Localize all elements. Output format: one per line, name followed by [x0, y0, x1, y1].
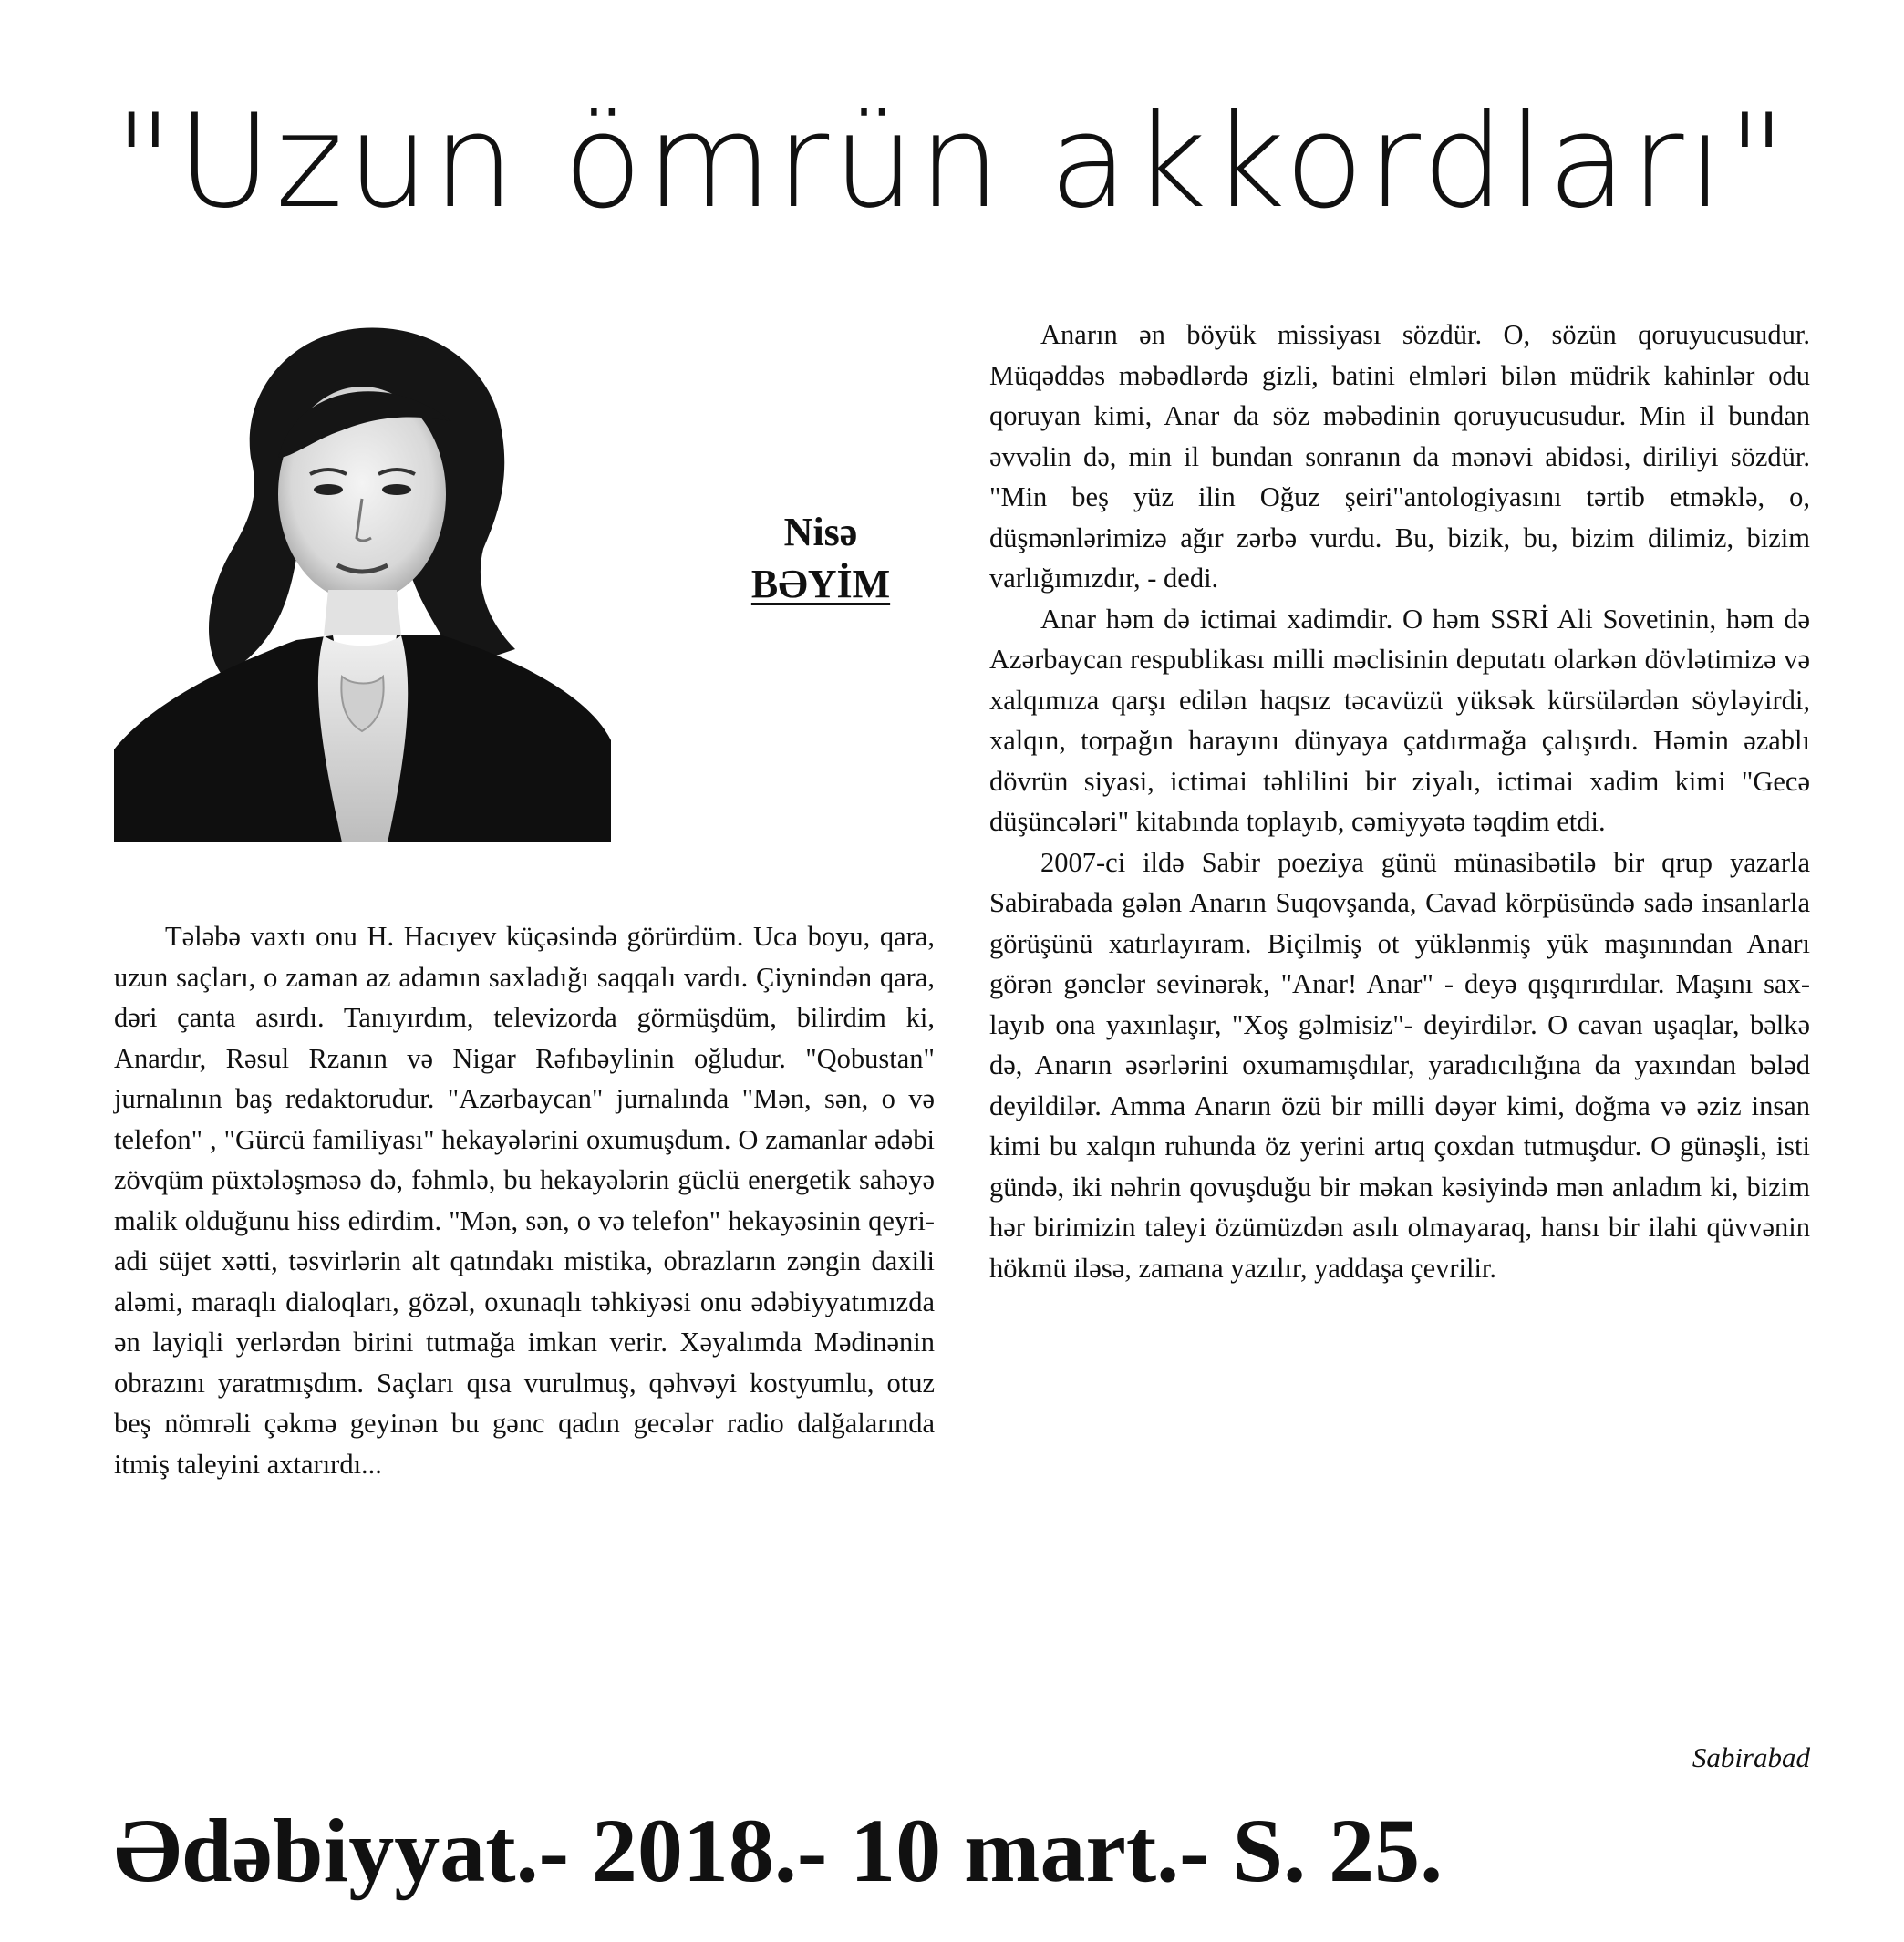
left-column: [114, 916, 935, 1484]
right-column: [989, 315, 1810, 1288]
paragraph: Tələbə vaxtı onu H. Hacıyev küçəsində görürdüm. Uca boyu, qara, uzun saçları, o zaman az adamın saxladığı saqqalı vardı. Çiynindən qara, dəri çanta asırdı. Tanıyırdım, televizorda görmüşdüm, bilirdim ki, Anardır, Rəsul Rzanın və Nigar Rəfıbəylinin oğludur. "Qobustan" jurnalının baş redaktorudur. "Azərbaycan" jurnalında "Mən, sən, o və telefon" , "Gürcü familiyası" hekayələrini oxumuşdum. O zamanlar ədəbi zövqüm püxtələşməsə də, fəhmlə, bu hekayələrin güclü energetik sahəyə malik olduğunu hiss edirdim. "Mən, sən, o və telefon" hekayəsinin qeyri-adi süjet xətti, təsvirlərin alt qatındakı mistika, obrazların zəngin daxili aləmi, maraqlı dialoqları, gözəl, oxunaqlı təhkiyəsi onu ədəbiyyatımızda ən layiqli yerlərdən birini tutmağa imkan verir. Xəyalımda Mədinənin obrazını yaratmışdım. Saçları qısa vurulmuş, qəhvəyi kostyumlu, otuz beş nömrəli çəkmə geyinən bu gənc qadın gecələr radio dalğalarında itmiş taleyini axtarırdı...: [114, 921, 935, 1480]
article-headline: "Uzun ömrün akkordları": [113, 87, 1791, 237]
author-last-name: BƏYİM: [750, 562, 891, 607]
article-signature: Sabirabad: [1692, 1741, 1810, 1773]
paragraph: 2007-ci ildə Sabir poeziya günü münasibətilə bir qrup yazarla Sabirabada gələn Anarın Suqovşanda, Cavad körpüsündə sadə insanlarla görüşünü xatırlayıram. Biçilmiş ot yüklənmiş yük maşınından Anarı görən gənclər sevinərək, "Anar! Anar" - deyə qışqırırdılar. Maşını saxlayıb ona yaxınlaşır, "Xoş gəlmisiz"- deyirdilər. O cavan uşaqlar, bəlkə də, Anarın əsərlərini oxumamışdılar, yaradıcılığına da yaxından bələd deyildilər. Amma Anarın özü bir milli dəyər kimi, doğma və əziz insan kimi bu xalqın ruhunda öz yerini artıq çoxdan tutmuşdur. O günəşli, isti gündə, iki nəhrin qovuşduğu bir məkan kəsiyində mən anladım ki, bizim hər birimizin taleyi özümüzdən asılı olmayaraq, hansı bir ilahi qüvvənin hökmü iləsə, zamana yazılır, yaddaşa çevrilir.: [989, 846, 1810, 1284]
source-citation: Ədəbiyyat.- 2018.- 10 mart.- S. 25.: [114, 1800, 1444, 1901]
author-first-name: Nisə: [783, 510, 858, 554]
paragraph: Anar həm də ictimai xadimdir. O həm SSRİ Ali Sovetinin, həm də Azərbaycan respublikası milli məclisinin deputatı olarkən dövlətimizə və xalqımıza qarşı edilən haqsız təcavüzü yüksək kürsülərdən söyləyirdi, xalqın, torpağın harayını dünyaya çatdırmağa çalışırdı. Həmin əzablı dövrün siyasi, ictimai təhlilini bir ziyalı, ictimai xadim kimi "Gecə düşüncələri" kitabında toplayıb, cəmiyyətə təqdim etdi.: [989, 603, 1810, 837]
author-photo: [114, 321, 611, 842]
paragraph: Anarın ən böyük missiyası sözdür. O, sözün qoruyucusudur. Müqəddəs məbədlərdə gizli, batini elmləri bilən müdrik kahinlər odu qoruyan kimi, Anar da söz məbədinin qoruyucusudur. Min il bundan əvvəlin də, min il bundan sonranın da mənəvi abidəsi, diriliyi sözdür. "Min beş yüz ilin Oğuz şeiri"antologiyasını tərtib etməklə, o, düşmənlərimizə ağır zərbə vurdu. Bu, bizik, bu, bizim dilimiz, bizim varlığımızdır, - dedi.: [989, 319, 1810, 594]
author-byline: [711, 506, 930, 610]
